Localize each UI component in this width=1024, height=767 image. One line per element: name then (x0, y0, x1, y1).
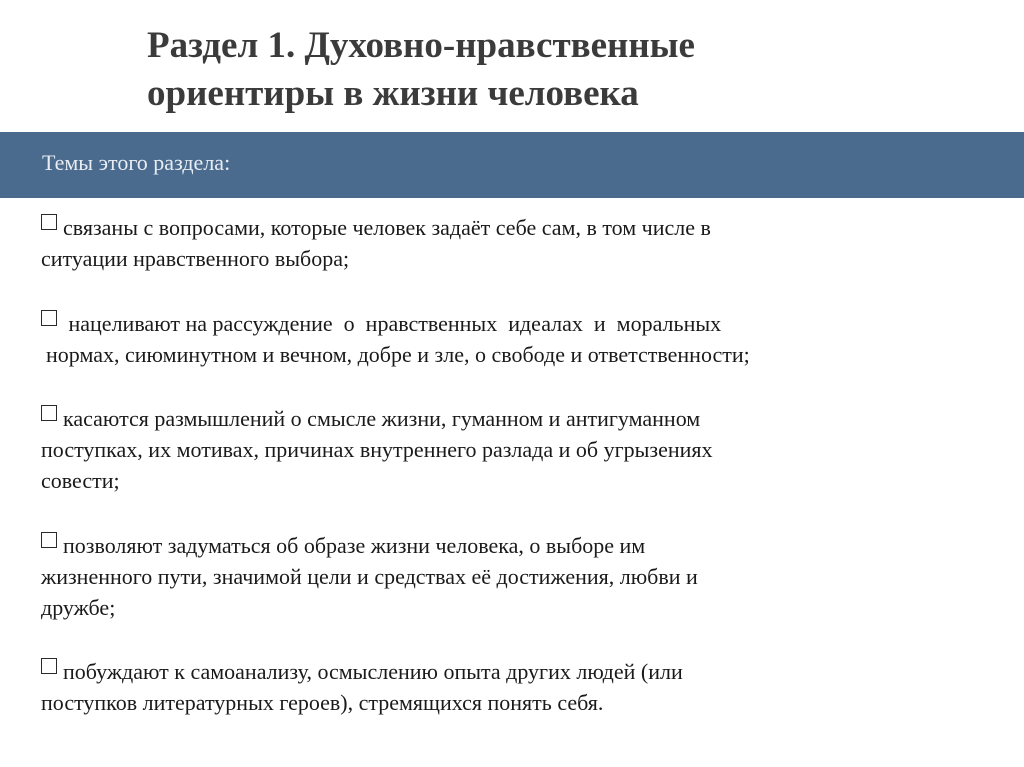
list-item-line: совести; (41, 468, 120, 493)
list-item-line: нацеливают на рассуждение о нравственных идеалах и моральных (63, 311, 722, 336)
list-item-line: побуждают к самоанализу, осмыслению опыта других людей (или (63, 659, 683, 684)
list-item-line: дружбе; (41, 595, 116, 620)
list-item-line: касаются размышлений о смысле жизни, гуманном и антигуманном (63, 406, 701, 431)
slide-title (147, 22, 967, 118)
section-header-label: Темы этого раздела: (42, 150, 231, 175)
list-item-line: поступков литературных героев), стремящихся понять себя. (41, 690, 604, 715)
list-item-line: ситуации нравственного выбора; (41, 246, 350, 271)
title-line-1: Раздел 1. Духовно-нравственные (147, 25, 695, 66)
list-item-line: позволяют задуматься об образе жизни человека, о выборе им (63, 533, 646, 558)
title-line-2: ориентиры в жизни человека (147, 73, 639, 114)
empty-square-icon (41, 310, 57, 326)
list-item-line: связаны с вопросами, которые человек задаёт себе сам, в том числе в (63, 215, 711, 240)
section-header-band (0, 132, 1024, 198)
list-item (41, 308, 921, 370)
empty-square-icon (41, 532, 57, 548)
list-item (41, 212, 921, 274)
list-item (41, 530, 921, 623)
list-item (41, 656, 921, 718)
list-item-line: поступках, их мотивах, причинах внутреннего разлада и об угрызениях (41, 437, 713, 462)
list-item (41, 403, 921, 496)
empty-square-icon (41, 405, 57, 421)
empty-square-icon (41, 658, 57, 674)
list-item-line: нормах, сиюминутном и вечном, добре и зле, о свободе и ответственности; (46, 342, 750, 367)
list-item-line: жизненного пути, значимой цели и средствах её достижения, любви и (41, 564, 698, 589)
empty-square-icon (41, 214, 57, 230)
